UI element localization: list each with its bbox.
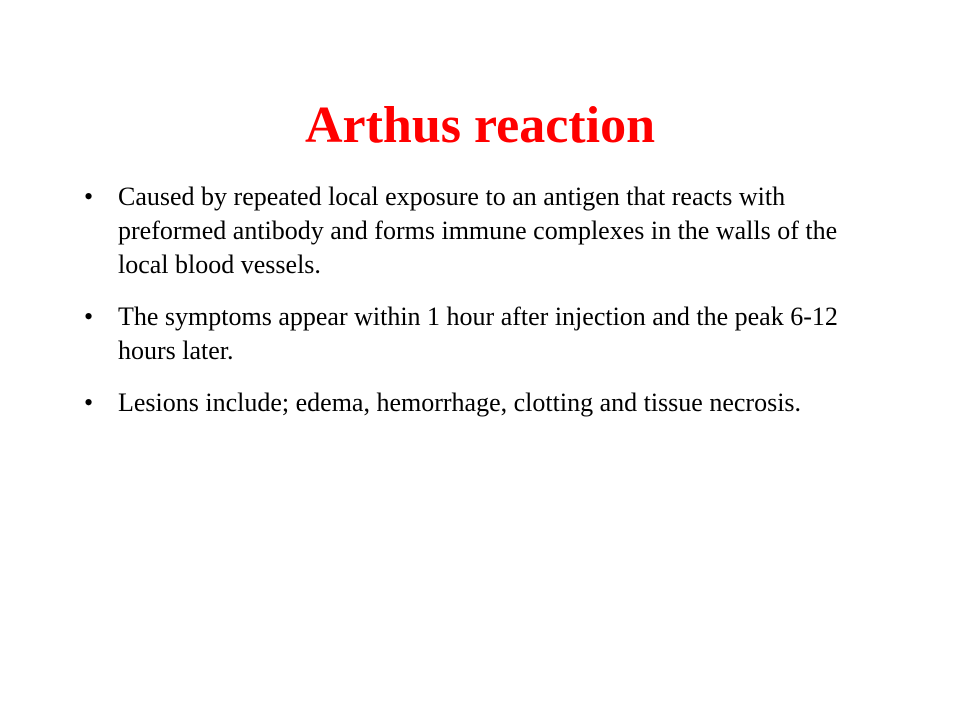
bullet-list (84, 180, 894, 438)
bullet-item (84, 300, 894, 368)
bullet-text: Caused by repeated local exposure to an antigen that reacts with preformed antibody and forms immune complexes in the walls of the local blood vessels. (118, 182, 838, 279)
bullet-text: Lesions include; edema, hemorrhage, clotting and tissue necrosis. (118, 388, 802, 417)
bullet-icon: • (84, 182, 94, 211)
bullet-item (84, 180, 894, 282)
bullet-text: The symptoms appear within 1 hour after injection and the peak 6-12 hours later. (118, 302, 838, 365)
bullet-icon: • (84, 388, 94, 417)
slide-title: Arthus reaction (304, 97, 655, 154)
bullet-item (84, 386, 894, 420)
bullet-icon: • (84, 302, 94, 331)
